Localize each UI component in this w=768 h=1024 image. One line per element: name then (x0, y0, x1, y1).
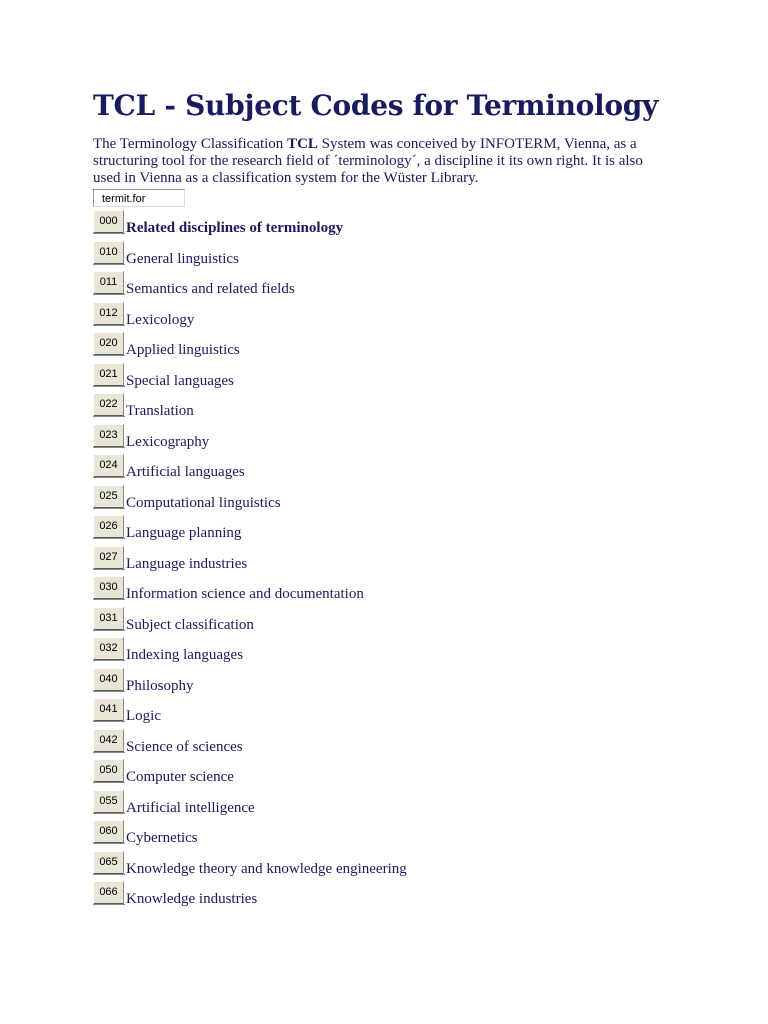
code-button[interactable]: 011 (93, 271, 124, 295)
page-title: TCL - Subject Codes for Terminology (93, 89, 658, 122)
code-button[interactable]: 065 (93, 851, 124, 875)
item-label: Knowledge industries (126, 891, 258, 907)
code-button[interactable]: 050 (93, 759, 124, 783)
item-label: Lexicography (126, 433, 210, 450)
code-button[interactable]: 025 (93, 485, 124, 509)
list-item (93, 485, 693, 516)
intro-text-before: The Terminology Classification (93, 136, 288, 152)
list-item (93, 363, 693, 394)
list-item (93, 302, 693, 333)
item-label: Translation (126, 403, 194, 419)
list-item (93, 210, 693, 241)
list-item (93, 759, 693, 790)
code-button[interactable]: 026 (93, 515, 124, 539)
list-item (93, 820, 693, 851)
item-label: Artificial languages (126, 464, 245, 480)
list-item (93, 698, 693, 729)
list-item (93, 668, 693, 699)
list-item (93, 332, 693, 363)
list-item (93, 637, 693, 668)
intro-paragraph (93, 136, 673, 187)
item-label: Science of sciences (126, 738, 243, 755)
list-item (93, 515, 693, 546)
list-item (93, 729, 693, 760)
code-button[interactable]: 055 (93, 790, 124, 814)
code-button[interactable]: 023 (93, 424, 124, 448)
code-button[interactable]: 024 (93, 454, 124, 478)
item-label: Computer science (126, 769, 234, 785)
item-label: Lexicology (126, 311, 195, 328)
list-item (93, 424, 693, 455)
item-label: General linguistics (126, 250, 239, 267)
code-button[interactable]: 041 (93, 698, 124, 722)
item-label: Semantics and related fields (126, 281, 295, 297)
item-label: Applied linguistics (126, 342, 240, 358)
list-item (93, 241, 693, 272)
item-label: Knowledge theory and knowledge engineering (126, 860, 407, 877)
intro-text-bold: TCL (287, 136, 318, 152)
list-item (93, 851, 693, 882)
item-label: Cybernetics (126, 830, 198, 846)
item-label: Logic (126, 708, 161, 724)
code-list (93, 210, 693, 912)
code-button[interactable]: 031 (93, 607, 124, 631)
code-button[interactable]: 042 (93, 729, 124, 753)
code-button[interactable]: 060 (93, 820, 124, 844)
item-label: Language planning (126, 525, 242, 541)
code-button[interactable]: 022 (93, 393, 124, 417)
document-page (93, 86, 693, 912)
intro-text-after: System was conceived by INFOTERM, Vienna, as a structuring tool for the research field of ´terminology´, a discipline it its own right. It is also used in Vienna as a classification system for the Wüster Library. (93, 136, 643, 186)
item-label: Language industries (126, 555, 248, 572)
file-link[interactable]: termit.for (93, 189, 185, 207)
list-item (93, 271, 693, 302)
list-item (93, 607, 693, 638)
item-label: Philosophy (126, 677, 194, 694)
code-button[interactable]: 027 (93, 546, 124, 570)
item-label: Artificial intelligence (126, 799, 255, 816)
code-button[interactable]: 032 (93, 637, 124, 661)
code-button[interactable]: 012 (93, 302, 124, 326)
item-label: Special languages (126, 372, 234, 389)
code-button[interactable]: 030 (93, 576, 124, 600)
list-item (93, 546, 693, 577)
code-button[interactable]: 010 (93, 241, 124, 265)
item-label: Indexing languages (126, 647, 244, 663)
list-item (93, 454, 693, 485)
code-button[interactable]: 040 (93, 668, 124, 692)
item-label: Related disciplines of terminology (126, 220, 344, 236)
item-label: Subject classification (126, 616, 254, 633)
code-button[interactable]: 066 (93, 881, 124, 905)
list-item (93, 393, 693, 424)
list-item (93, 790, 693, 821)
code-button[interactable]: 021 (93, 363, 124, 387)
item-label: Computational linguistics (126, 494, 281, 511)
code-button[interactable]: 020 (93, 332, 124, 356)
item-label: Information science and documentation (126, 586, 364, 602)
list-item (93, 881, 693, 912)
code-button[interactable]: 000 (93, 210, 124, 234)
list-item (93, 576, 693, 607)
